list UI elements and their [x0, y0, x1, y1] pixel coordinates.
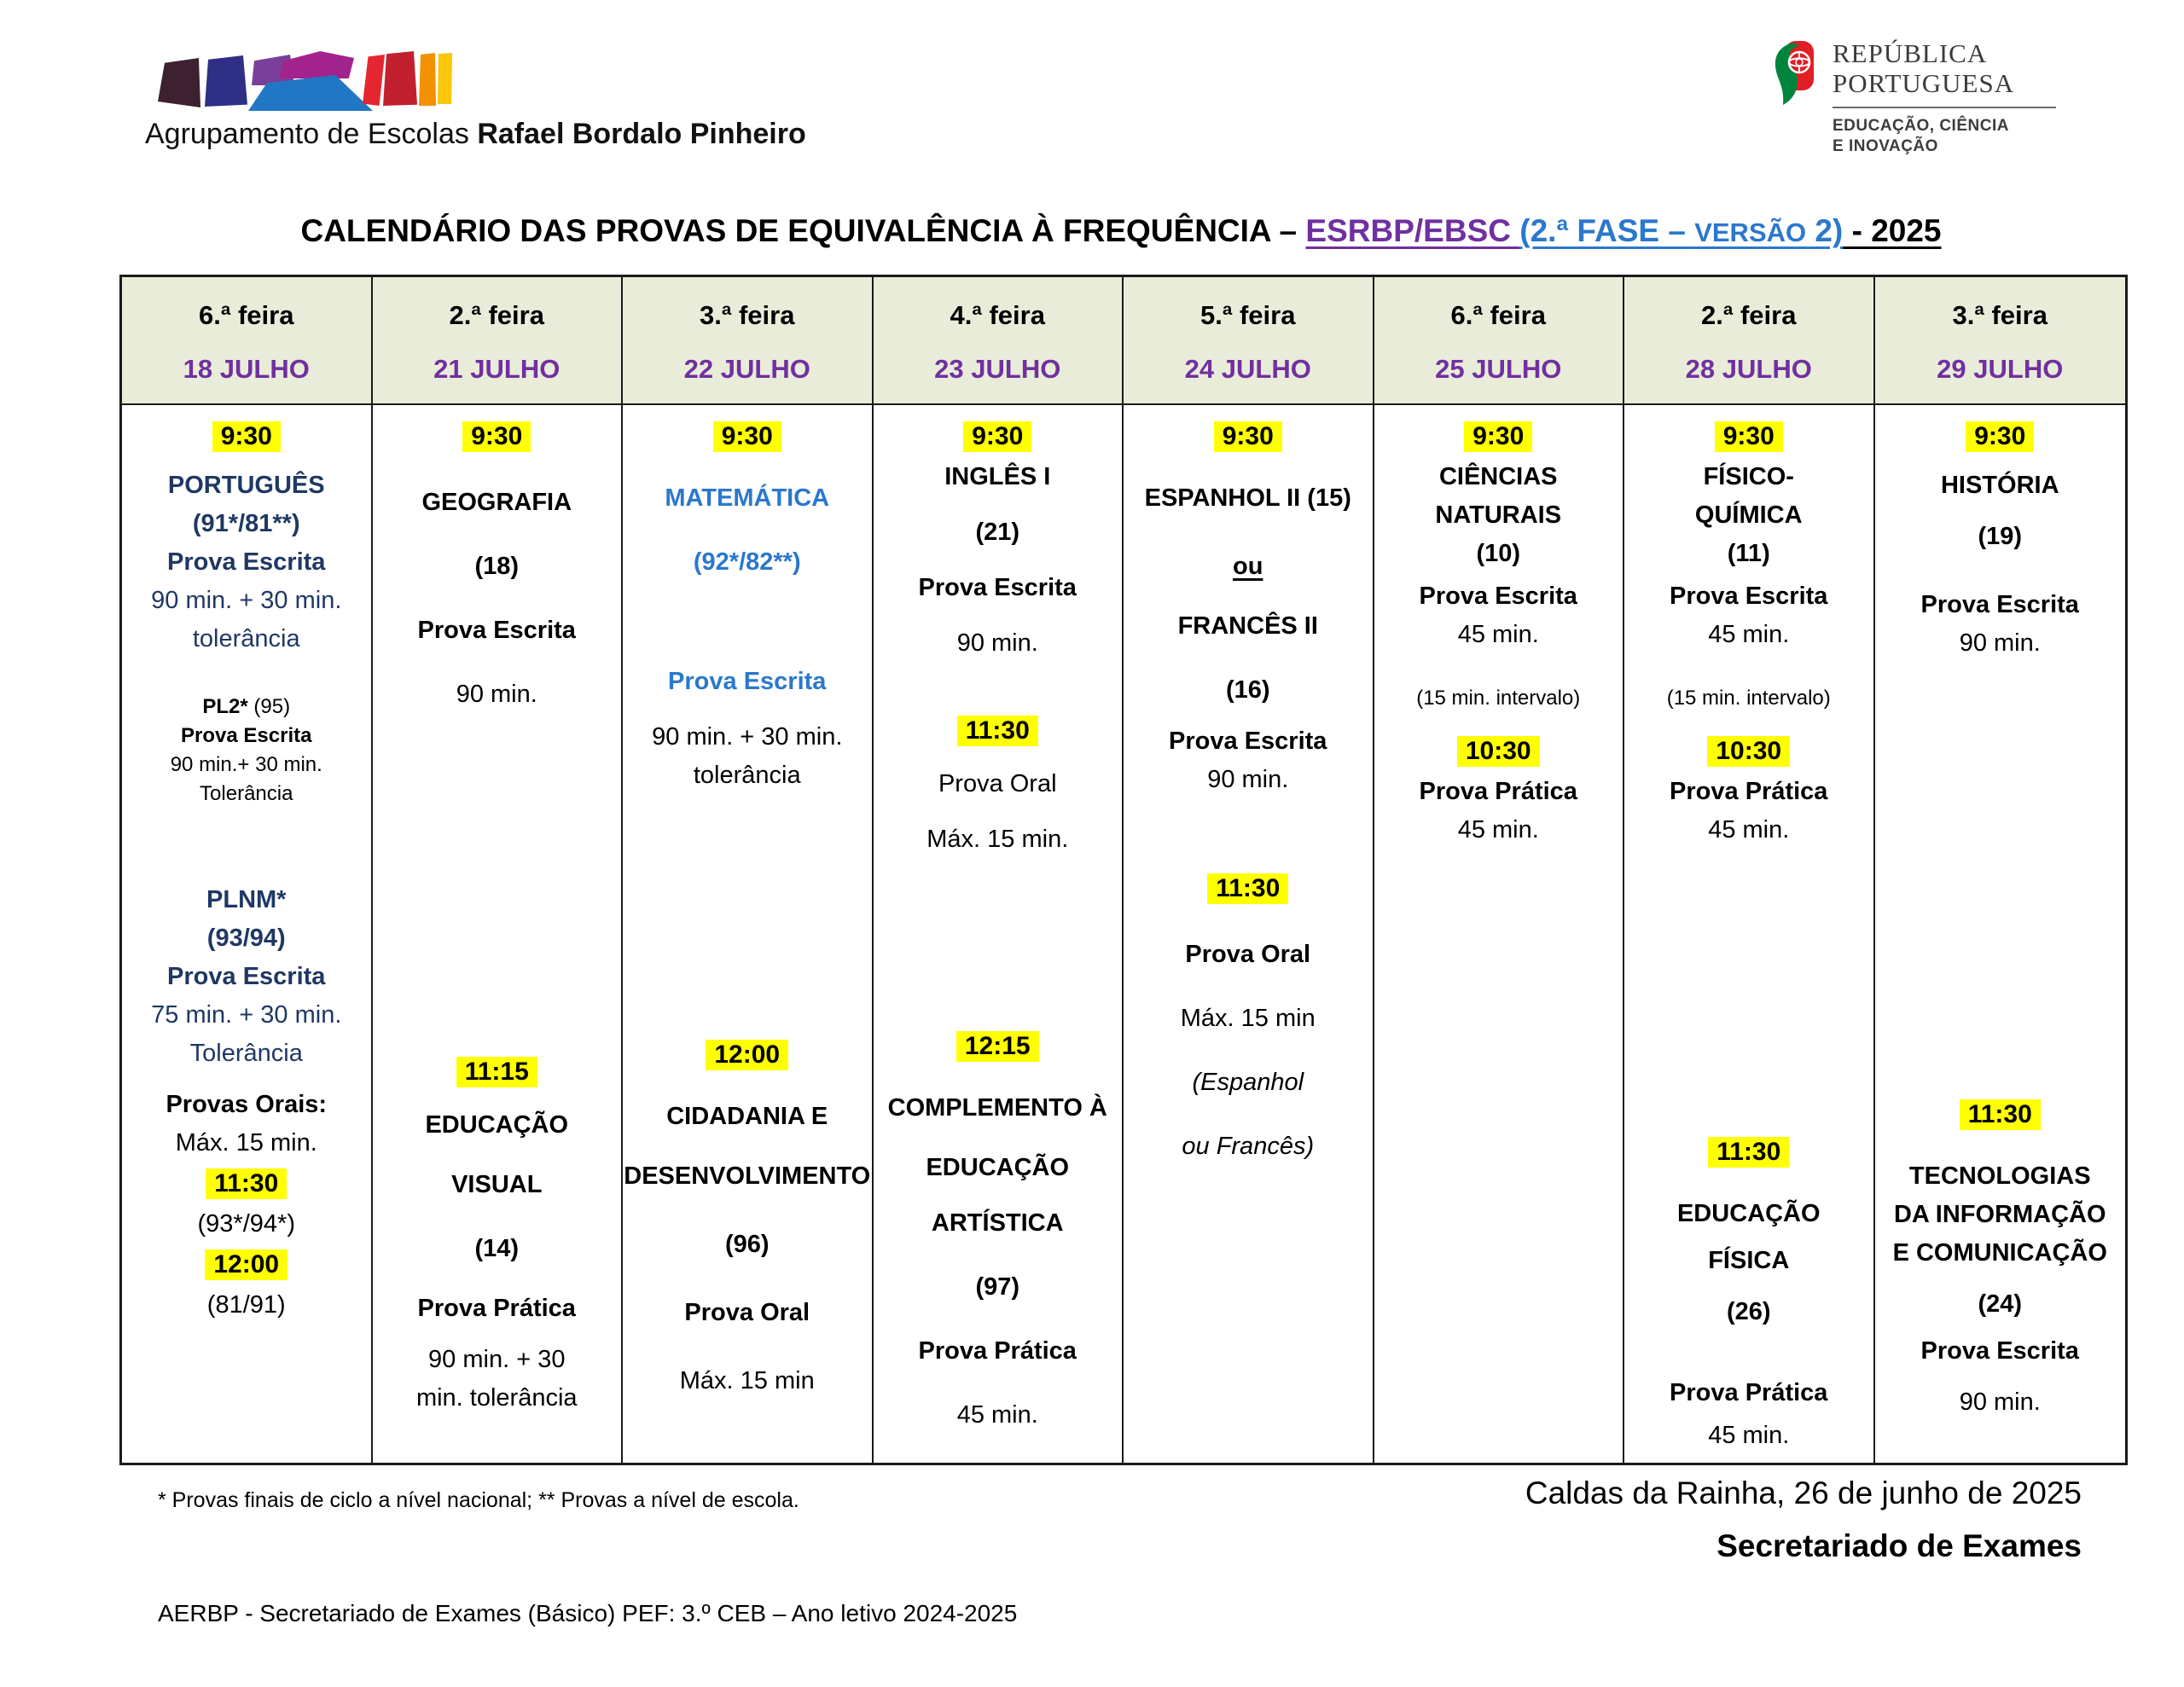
exam-line: INGLÊS I	[944, 463, 1051, 490]
spacer	[1624, 654, 1873, 684]
exam-line: MATEMÁTICA	[665, 484, 830, 512]
day-column	[373, 405, 624, 1463]
spacer	[1124, 1038, 1373, 1064]
exam-line: 45 min.	[956, 1401, 1038, 1429]
footnote: * Provas finais de ciclo a nível nacional; ** Provas a nível de escola.	[158, 1488, 799, 1512]
exam-line: 45 min.	[1708, 816, 1790, 844]
spacer	[1124, 646, 1373, 671]
date-label: 22 JULHO	[683, 354, 810, 384]
table-header-row	[122, 277, 2125, 405]
date-label: 21 JULHO	[433, 354, 561, 384]
spacer	[623, 1264, 872, 1294]
date-label: 28 JULHO	[1685, 354, 1812, 384]
school-name-regular: Agrupamento de Escolas	[145, 118, 478, 150]
time-badge: 9:30	[1966, 421, 2034, 452]
exam-line: Máx. 15 min	[679, 1367, 815, 1394]
gov-republica: REPÚBLICA	[1833, 38, 1988, 68]
day-column	[874, 405, 1124, 1463]
spacer	[1875, 505, 2126, 518]
exam-line: 45 min.	[1457, 621, 1539, 648]
spacer	[874, 1128, 1123, 1149]
time-badge: 11:30	[957, 716, 1038, 746]
exam-line: PL2* (95)	[202, 695, 291, 718]
exam-line: (Espanhol	[1192, 1069, 1304, 1096]
time-badge: 12:00	[706, 1040, 788, 1070]
gov-logo	[1773, 39, 2056, 157]
weekday-label: 4.ª feira	[950, 300, 1045, 330]
day-column	[122, 405, 373, 1463]
spacer	[874, 607, 1123, 624]
exam-line: Prova Prática	[918, 1337, 1077, 1365]
exam-line: 90 min.	[1959, 1388, 2041, 1416]
mosaic-piece	[363, 55, 385, 106]
exam-line: CIDADANIA E	[666, 1103, 828, 1130]
exam-line: (10)	[1476, 540, 1521, 567]
weekday-label: 3.ª feira	[1952, 300, 2048, 330]
spacer	[122, 458, 371, 467]
mosaic-piece	[438, 53, 452, 104]
spacer	[623, 1332, 872, 1362]
page-title	[119, 213, 2123, 249]
exam-line: Máx. 15 min.	[926, 826, 1069, 853]
time-line	[956, 1025, 1039, 1068]
spacer	[874, 859, 1123, 1025]
spacer	[1124, 518, 1373, 548]
exam-line: ou Francês)	[1182, 1133, 1315, 1160]
spacer	[1124, 974, 1373, 1000]
mosaic-piece	[279, 51, 354, 78]
spacer	[373, 522, 622, 548]
exam-line-suffix: (95)	[247, 695, 291, 718]
date-label: 25 JULHO	[1435, 354, 1562, 384]
date-label: 24 JULHO	[1184, 354, 1311, 384]
spacer	[1374, 713, 1623, 730]
exam-line: (26)	[1726, 1298, 1771, 1325]
spacer	[1624, 1280, 1873, 1293]
mosaic-piece	[383, 51, 417, 106]
time-badge: 9:30	[1715, 421, 1783, 452]
spacer	[874, 663, 1123, 710]
signature: Secretariado de Exames	[1716, 1528, 2082, 1563]
spacer	[373, 1204, 622, 1230]
spacer	[373, 1328, 622, 1341]
exam-line: (18)	[474, 553, 520, 580]
spacer	[122, 658, 371, 693]
exam-line: HISTÓRIA	[1940, 472, 2059, 499]
title-year: - 2025	[1843, 213, 1942, 248]
spacer	[623, 1076, 872, 1098]
exam-line: 45 min.	[1457, 816, 1539, 844]
exam-line: Prova Escrita	[918, 574, 1077, 601]
exam-line: ARTÍSTICA	[931, 1209, 1064, 1237]
spacer	[1624, 1331, 1873, 1374]
time-line	[1966, 415, 2034, 458]
time-line	[212, 415, 281, 458]
spacer	[373, 1145, 622, 1166]
exam-line: Prova Prática	[1419, 778, 1577, 805]
time-badge: 10:30	[1707, 736, 1790, 767]
exam-line: 75 min. + 30 min.	[151, 1001, 342, 1029]
exam-line: 90 min.	[1959, 629, 2041, 657]
exam-line: Máx. 15 min.	[175, 1129, 317, 1157]
exam-line: (15 min. intervalo)	[1416, 687, 1581, 710]
spacer	[1624, 1233, 1873, 1242]
time-line	[957, 710, 1038, 752]
exam-line: Prova Escrita	[167, 548, 326, 576]
spacer	[874, 552, 1123, 569]
exam-line: (11)	[1727, 540, 1770, 567]
exam-line: DESENVOLVIMENTO	[624, 1162, 871, 1190]
exam-line: EDUCAÇÃO	[1676, 1200, 1821, 1227]
exam-line: ESPANHOL II (15)	[1144, 484, 1351, 512]
exam-line: CIÊNCIAS	[1438, 463, 1558, 490]
exam-line: 45 min.	[1708, 1422, 1790, 1449]
time-line	[206, 1162, 287, 1205]
day-header-cell	[1374, 277, 1625, 403]
day-column	[1374, 405, 1625, 1463]
time-line	[963, 415, 1031, 458]
exam-line: min. tolerância	[415, 1384, 578, 1412]
exam-line: 45 min.	[1708, 621, 1790, 648]
gov-text	[1833, 39, 2056, 157]
spacer	[1624, 713, 1873, 730]
time-badge: 9:30	[1214, 421, 1282, 452]
title-versao: VERSÃO	[1694, 217, 1807, 247]
spacer	[874, 1187, 1123, 1204]
school-name	[145, 118, 806, 151]
time-badge: 9:30	[462, 421, 531, 452]
time-line	[1214, 415, 1282, 458]
school-name-bold: Rafael Bordalo Pinheiro	[477, 118, 806, 150]
exam-line: (19)	[1978, 523, 2023, 550]
time-line	[462, 415, 531, 458]
spacer	[1875, 1272, 2126, 1285]
spacer	[623, 1196, 872, 1226]
spacer	[1124, 799, 1373, 867]
spacer	[1124, 458, 1373, 479]
exam-line: (97)	[975, 1273, 1020, 1301]
day-column	[1624, 405, 1875, 1463]
day-header-cell	[1875, 277, 2126, 403]
title-school-code: ESRBP/EBSC	[1305, 213, 1520, 248]
exam-line: Tolerância	[189, 1040, 303, 1067]
exam-line: 90 min.	[956, 629, 1038, 657]
spacer	[874, 803, 1123, 820]
time-badge: 11:30	[1207, 873, 1288, 904]
weekday-label: 2.ª feira	[449, 300, 544, 330]
exam-line: Prova Oral	[938, 770, 1057, 797]
time-badge: 12:00	[205, 1249, 288, 1280]
exam-line: PORTUGUÊS	[167, 472, 325, 499]
spacer	[623, 458, 872, 479]
time-badge: 11:30	[1960, 1099, 2041, 1130]
spacer	[1875, 1371, 2126, 1383]
exam-line: FÍSICA	[1708, 1247, 1790, 1274]
day-header-cell	[623, 277, 874, 403]
exam-line: Prova Escrita	[181, 724, 312, 747]
title-phase-open: (2.ª FASE –	[1519, 213, 1695, 248]
spacer	[874, 1307, 1123, 1332]
exam-line: (15 min. intervalo)	[1666, 687, 1831, 710]
spacer	[1124, 910, 1373, 936]
spacer	[373, 586, 622, 612]
time-line	[706, 1034, 788, 1076]
spacer	[1124, 586, 1373, 607]
spacer	[373, 650, 622, 675]
time-badge: 9:30	[963, 421, 1031, 452]
time-badge: 11:30	[206, 1168, 287, 1199]
time-line	[1960, 1093, 2041, 1136]
time-line	[205, 1244, 288, 1286]
place-date: Caldas da Rainha, 26 de junho de 2025	[1525, 1475, 2082, 1510]
day-header-cell	[874, 277, 1124, 403]
exam-line: PLNM*	[206, 886, 287, 913]
exam-line: EDUCAÇÃO	[425, 1111, 569, 1139]
date-label: 18 JULHO	[183, 354, 310, 384]
exam-line: Prova Escrita	[1920, 591, 2079, 618]
day-column	[1124, 405, 1374, 1463]
exam-line: QUÍMICA	[1694, 501, 1803, 529]
exam-line: (93/94)	[206, 925, 286, 952]
day-header-cell	[122, 277, 373, 403]
exam-line: Prova Escrita	[1920, 1337, 2079, 1365]
exam-line: (92*/82**)	[693, 548, 801, 576]
bottom-note: AERBP - Secretariado de Exames (Básico) PEF: 3.º CEB – Ano letivo 2024-2025	[158, 1600, 1018, 1626]
time-line	[713, 415, 781, 458]
exam-line: (93*/94*)	[197, 1210, 295, 1238]
time-line	[1464, 415, 1532, 458]
spacer	[1875, 1324, 2126, 1332]
spacer	[1875, 663, 2126, 1093]
spacer	[122, 1073, 371, 1086]
spacer	[874, 1243, 1123, 1268]
gov-divider	[1833, 107, 2056, 108]
exam-line: E COMUNICAÇÃO	[1892, 1239, 2107, 1267]
spacer	[1624, 1174, 1873, 1195]
time-badge: 9:30	[713, 421, 781, 452]
exam-line: 90 min. + 30 min.	[151, 587, 342, 614]
exam-line: DA INFORMAÇÃO	[1893, 1201, 2106, 1228]
exam-line: (91*/81**)	[192, 510, 300, 537]
time-badge: 9:30	[1464, 421, 1532, 452]
time-line	[1708, 1131, 1789, 1174]
day-header-cell	[1624, 277, 1875, 403]
spacer	[373, 1093, 622, 1106]
spacer	[623, 701, 872, 718]
spacer	[122, 809, 371, 881]
mosaic-piece	[205, 55, 247, 107]
exam-line: (96)	[724, 1231, 770, 1258]
weekday-label: 2.ª feira	[1701, 300, 1797, 330]
spacer	[1875, 1136, 2126, 1157]
day-header-cell	[1124, 277, 1374, 403]
gov-portuguesa: PORTUGUESA	[1833, 67, 2015, 98]
exam-line: 90 min.	[456, 681, 537, 708]
time-line	[1207, 867, 1288, 910]
exam-line: (16)	[1225, 676, 1270, 704]
exam-line: 90 min.	[1207, 766, 1289, 793]
spacer	[1124, 1102, 1373, 1128]
exam-line: 90 min. + 30 min.	[652, 723, 843, 751]
school-logo-mosaic	[158, 51, 452, 111]
exam-line: EDUCAÇÃO	[926, 1154, 1070, 1181]
spacer	[874, 496, 1123, 513]
spacer	[1875, 458, 2126, 467]
exam-line: Provas Orais:	[166, 1091, 328, 1118]
exam-line: Prova Escrita	[1670, 583, 1828, 610]
title-phase-close: 2)	[1806, 213, 1844, 248]
exam-line: Prova Escrita	[668, 668, 827, 695]
gov-ministry-line2: E INOVAÇÃO	[1833, 137, 1938, 156]
spacer	[874, 752, 1123, 765]
spacer	[623, 795, 872, 1034]
time-line	[1707, 730, 1790, 773]
time-line	[1457, 730, 1540, 773]
exam-line: ou	[1233, 553, 1263, 580]
exam-line: FRANCÊS II	[1177, 612, 1318, 640]
weekday-label: 6.ª feira	[1450, 300, 1546, 330]
exam-line: Prova Prática	[1670, 1379, 1828, 1406]
exam-line: (81/91)	[206, 1291, 286, 1319]
exam-line: tolerância	[192, 625, 300, 652]
exam-line: (21)	[975, 519, 1020, 546]
date-label: 29 JULHO	[1937, 354, 2064, 384]
exam-line: 90 min.+ 30 min.	[170, 753, 322, 776]
exam-line: (24)	[1978, 1290, 2023, 1318]
date-label: 23 JULHO	[934, 354, 1061, 384]
exam-line: Tolerância	[200, 782, 293, 805]
exam-line: Prova Escrita	[417, 617, 576, 644]
spacer	[623, 518, 872, 543]
exam-line: Máx. 15 min	[1180, 1005, 1316, 1032]
spacer	[623, 582, 872, 663]
time-badge: 11:15	[456, 1057, 537, 1087]
exam-calendar-table	[119, 275, 2128, 1465]
day-column	[1875, 405, 2126, 1463]
mosaic-piece	[158, 58, 200, 107]
time-badge: 11:30	[1708, 1137, 1789, 1168]
exam-line: Prova Prática	[417, 1295, 576, 1322]
exam-line: tolerância	[693, 762, 801, 789]
weekday-label: 3.ª feira	[700, 300, 795, 330]
spacer	[373, 458, 622, 484]
spacer	[373, 1268, 622, 1290]
spacer	[623, 1136, 872, 1157]
spacer	[1875, 556, 2126, 586]
exam-line: FÍSICO-	[1703, 463, 1794, 490]
exam-line: Prova Prática	[1670, 778, 1828, 805]
spacer	[373, 714, 622, 1051]
time-badge: 10:30	[1457, 736, 1540, 767]
gov-ministry-line1: EDUCAÇÃO, CIÊNCIA	[1833, 117, 2009, 136]
spacer	[1624, 849, 1873, 1131]
exam-line: TECNOLOGIAS	[1908, 1162, 2091, 1190]
exam-line: 90 min. + 30	[428, 1346, 566, 1373]
weekday-label: 5.ª feira	[1200, 300, 1296, 330]
spacer	[1374, 654, 1623, 684]
time-badge: 12:15	[956, 1031, 1039, 1062]
mosaic-piece	[419, 53, 436, 106]
time-line	[456, 1051, 537, 1093]
exam-line: (14)	[474, 1235, 520, 1262]
exam-line: NATURAIS	[1435, 501, 1562, 529]
title-main: CALENDÁRIO DAS PROVAS DE EQUIVALÊNCIA À FREQUÊNCIA –	[300, 213, 1306, 248]
spacer	[874, 1068, 1123, 1089]
exam-line: COMPLEMENTO À	[887, 1094, 1107, 1122]
exam-line: Prova Oral	[1185, 941, 1311, 968]
exam-line: Prova Escrita	[1169, 728, 1327, 755]
exam-line: Prova Oral	[684, 1299, 810, 1326]
spacer	[874, 1371, 1123, 1396]
portugal-flag-icon	[1773, 39, 1815, 112]
weekday-label: 6.ª feira	[199, 300, 294, 330]
spacer	[1124, 710, 1373, 722]
time-line	[1715, 415, 1783, 458]
exam-line: Prova Escrita	[1419, 583, 1577, 610]
table-body-row	[122, 405, 2125, 1463]
exam-line: GEOGRAFIA	[421, 489, 572, 516]
exam-line: VISUAL	[451, 1171, 543, 1198]
day-header-cell	[373, 277, 624, 403]
day-column	[623, 405, 874, 1463]
time-badge: 9:30	[212, 421, 281, 452]
exam-line: Prova Escrita	[167, 963, 326, 990]
